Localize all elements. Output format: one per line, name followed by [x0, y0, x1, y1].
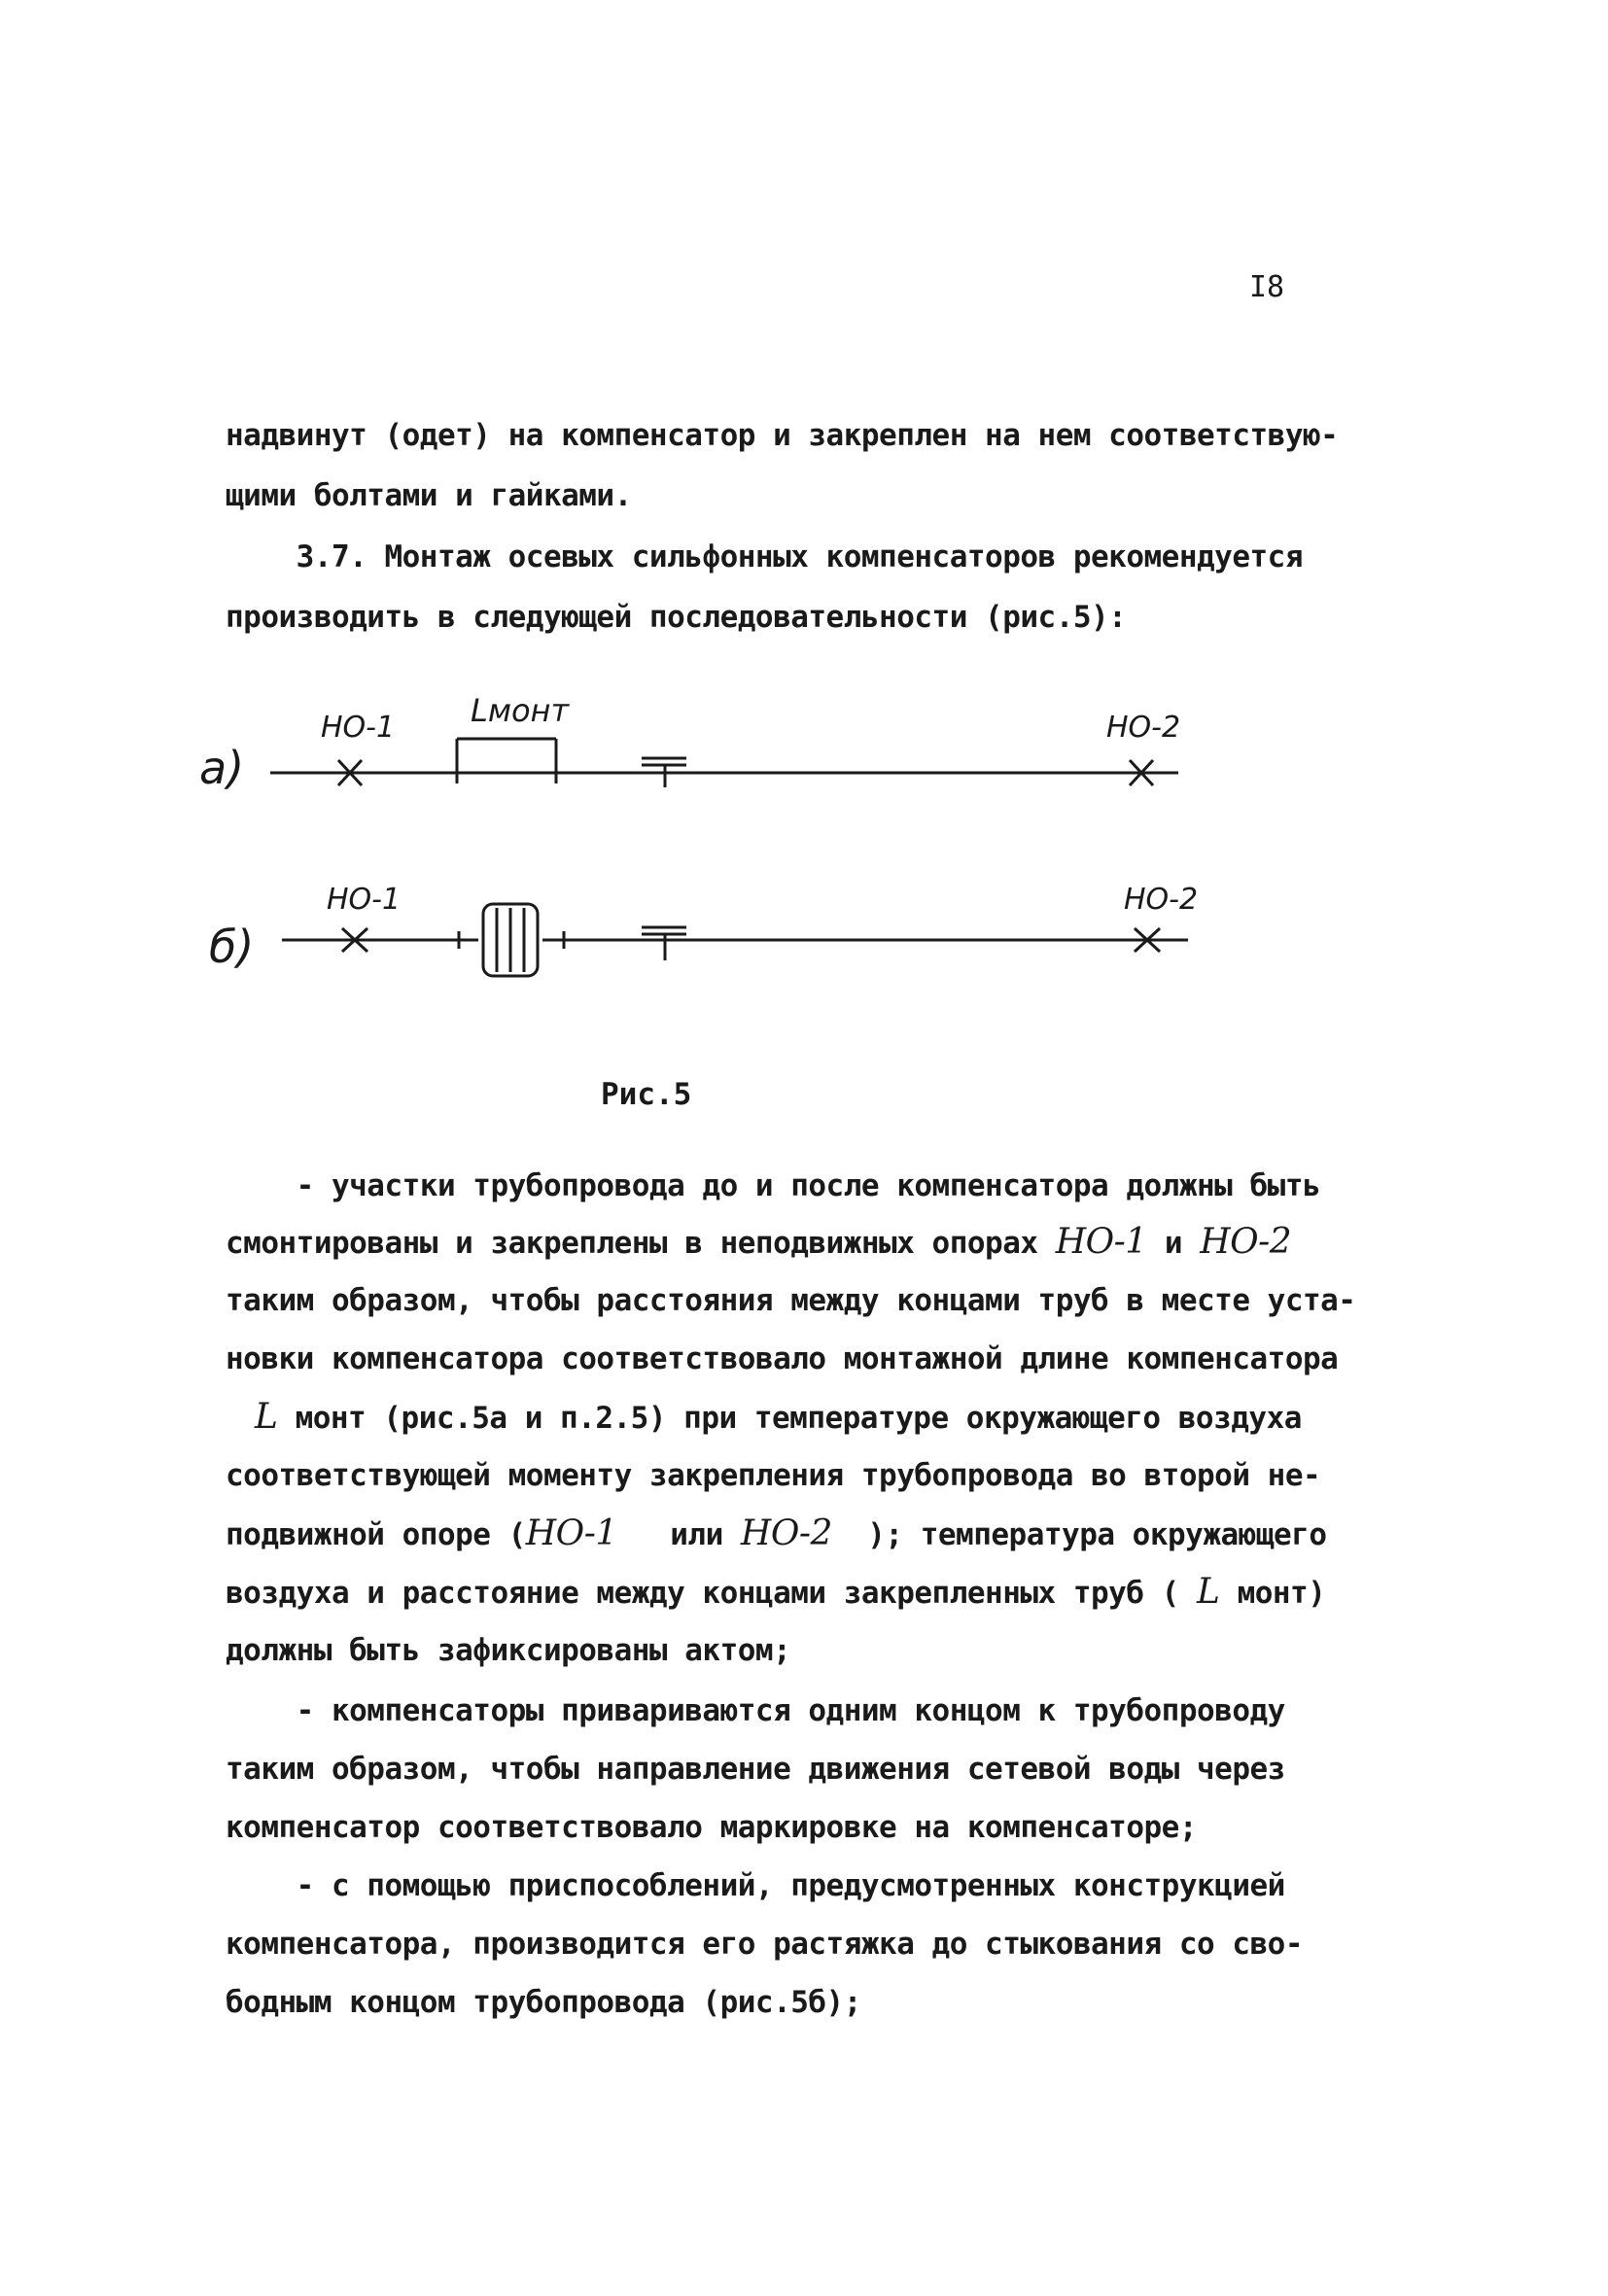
item1-line5: L монт (рис.5а и п.2.5) при температуре окружающего воздуха — [255, 1397, 1302, 1437]
paragraph1-line1: надвинут (одет) на компенсатор и закреплен на нем соответствую- — [226, 418, 1339, 453]
item1-line1: - участки трубопровода до и после компенсатора должны быть — [226, 1168, 1321, 1203]
ho1-inline: НО-1 — [1055, 1222, 1147, 1262]
item1-line9: должны быть зафиксированы актом; — [226, 1633, 791, 1668]
l-symbol: L — [255, 1397, 278, 1437]
label-ho1-a: НО-1 — [321, 711, 396, 745]
item1-line3: таким образом, чтобы расстояния между концами труб в месте уста- — [226, 1283, 1356, 1318]
label-b: б) — [209, 921, 255, 973]
l-symbol-2: L — [1197, 1572, 1220, 1612]
item2-line2: таким образом, чтобы направление движения сетевой воды через — [226, 1752, 1285, 1787]
paragraph2-line1: 3.7. Монтаж осевых сильфонных компенсаторов рекомендуется — [226, 539, 1303, 574]
paragraph1-line2: щими болтами и гайками. — [226, 478, 632, 513]
item3-line3: бодным концом трубопровода (рис.5б); — [226, 1985, 861, 2020]
item1-line2: смонтированы и закреплены в неподвижных опорах НО-1 и НО-2 — [226, 1222, 1292, 1262]
item2-line1: - компенсаторы привариваются одним концом к трубопроводу — [226, 1693, 1285, 1728]
item1-line4: новки компенсатора соответствовало монтажной длине компенсатора — [226, 1341, 1339, 1376]
figure-caption: Рис.5 — [601, 1077, 692, 1112]
item1-line7: подвижной опоре (НО-1 или НО-2 ); температура окружающего — [226, 1513, 1327, 1553]
item1-line6: соответствующей моменту закрепления трубопровода во второй не- — [226, 1458, 1321, 1493]
label-ho2-b: НО-2 — [1124, 883, 1199, 917]
label-ho1-b: НО-1 — [327, 883, 402, 917]
ho2-inline-2: НО-2 — [740, 1513, 832, 1553]
label-ho2-a: НО-2 — [1106, 711, 1181, 745]
item2-line3: компенсатор соответствовало маркировке на компенсаторе; — [226, 1810, 1197, 1845]
figure-5-diagram — [0, 0, 1608, 1069]
item1-line8: воздуха и расстояние между концами закрепленных труб ( L монт) — [226, 1572, 1326, 1612]
ho1-inline-2: НО-1 — [525, 1513, 617, 1553]
page-number: I8 — [1249, 270, 1285, 304]
item3-line2: компенсатора, производится его растяжка до стыкования со сво- — [226, 1927, 1303, 1962]
ho2-inline: НО-2 — [1200, 1222, 1292, 1262]
label-lmont: Lмонт — [471, 692, 570, 729]
label-a: а) — [199, 742, 245, 794]
item3-line1: - с помощью приспособлений, предусмотренных конструкцией — [226, 1868, 1285, 1903]
paragraph2-line2: производить в следующей последовательности (рис.5): — [226, 600, 1127, 635]
